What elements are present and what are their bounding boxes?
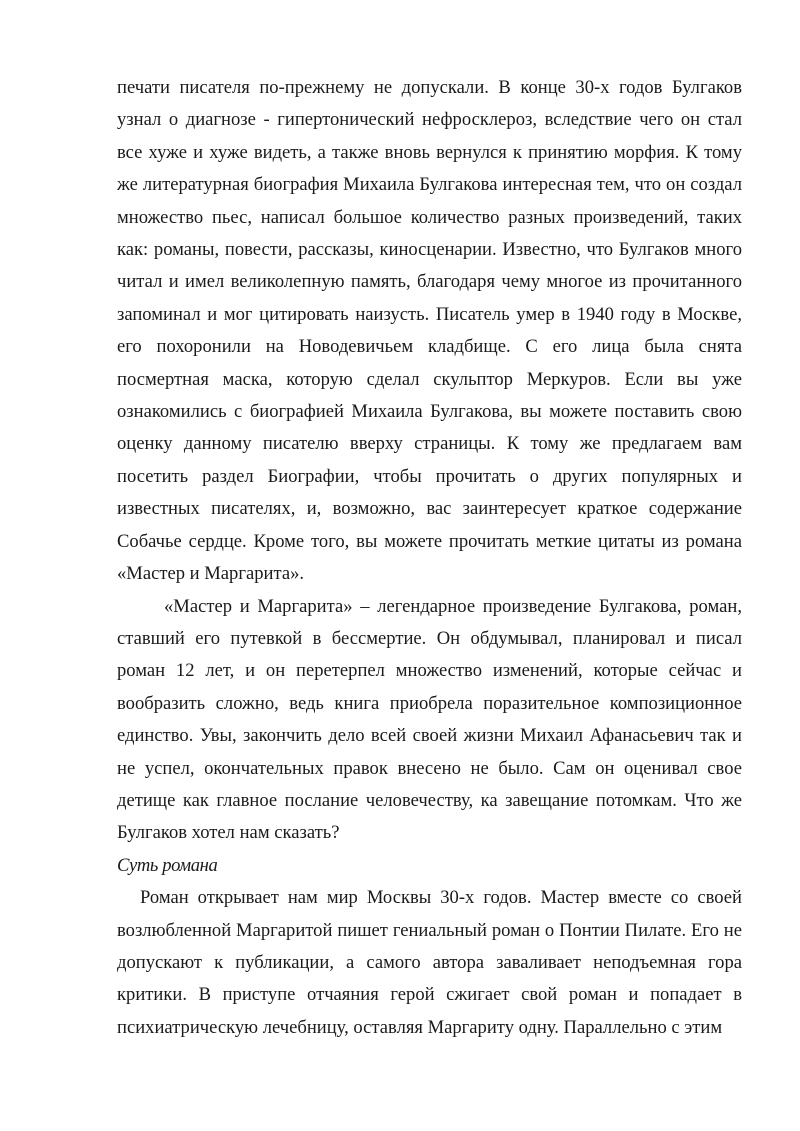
section-heading: Суть романа bbox=[117, 854, 218, 876]
paragraph-novel-summary: Роман открывает нам мир Москвы 30-х годов. Мастер вместе со своей возлюбленной Маргаритой пишет гениальный роман о Понтии Пилате. Его не допускают к публикации, а самого автора заваливает неподъемная гора критики. В приступе отчаяния герой сжигает свой роман и попадает в психиатрическую лечебницу, оставляя Маргариту одну. Параллельно с этим bbox=[117, 887, 742, 1038]
document-page bbox=[117, 72, 742, 1044]
paragraph-biography-end: печати писателя по-прежнему не допускали. В конце 30-х годов Булгаков узнал о диагнозе - гипертонический нефросклероз, вследствие чего он стал все хуже и хуже видеть, а также вновь вернулся к принятию морфия. К тому же литературная биография Михаила Булгакова интересная тем, что он создал множество пьес, написал большое количество разных произведений, таких как: романы, повести, рассказы, киносценарии. Известно, что Булгаков много читал и имел великолепную память, благодаря чему многое из прочитанного запоминал и мог цитировать наизусть. Писатель умер в 1940 году в Москве, его похоронили на Новодевичьем кладбище. С его лица была снята посмертная маска, которую сделал скульптор Меркуров. Если вы уже ознакомились с биографией Михаила Булгакова, вы можете поставить свою оценку данному писателю вверху страницы. К тому же предлагаем вам посетить раздел Биографии, чтобы прочитать о других популярных и известных писателях, и, возможно, вас заинтересует краткое содержание Собачье сердце. Кроме того, вы можете прочитать меткие цитаты из романа «Мастер и Маргарита». bbox=[117, 77, 742, 585]
paragraph-master-margarita-intro: «Мастер и Маргарита» – легендарное произведение Булгакова, роман, ставший его путевкой в бессмертие. Он обдумывал, планировал и писал роман 12 лет, и он перетерпел множество изменений, которые сейчас и вообразить сложно, ведь книга приобрела поразительное композиционное единство. Увы, закончить дело всей своей жизни Михаил Афанасьевич так и не успел, окончательных правок внесено не было. Сам он оценивал свое детище как главное послание человечеству, ка завещание потомкам. Что же Булгаков хотел нам сказать? bbox=[117, 595, 742, 844]
